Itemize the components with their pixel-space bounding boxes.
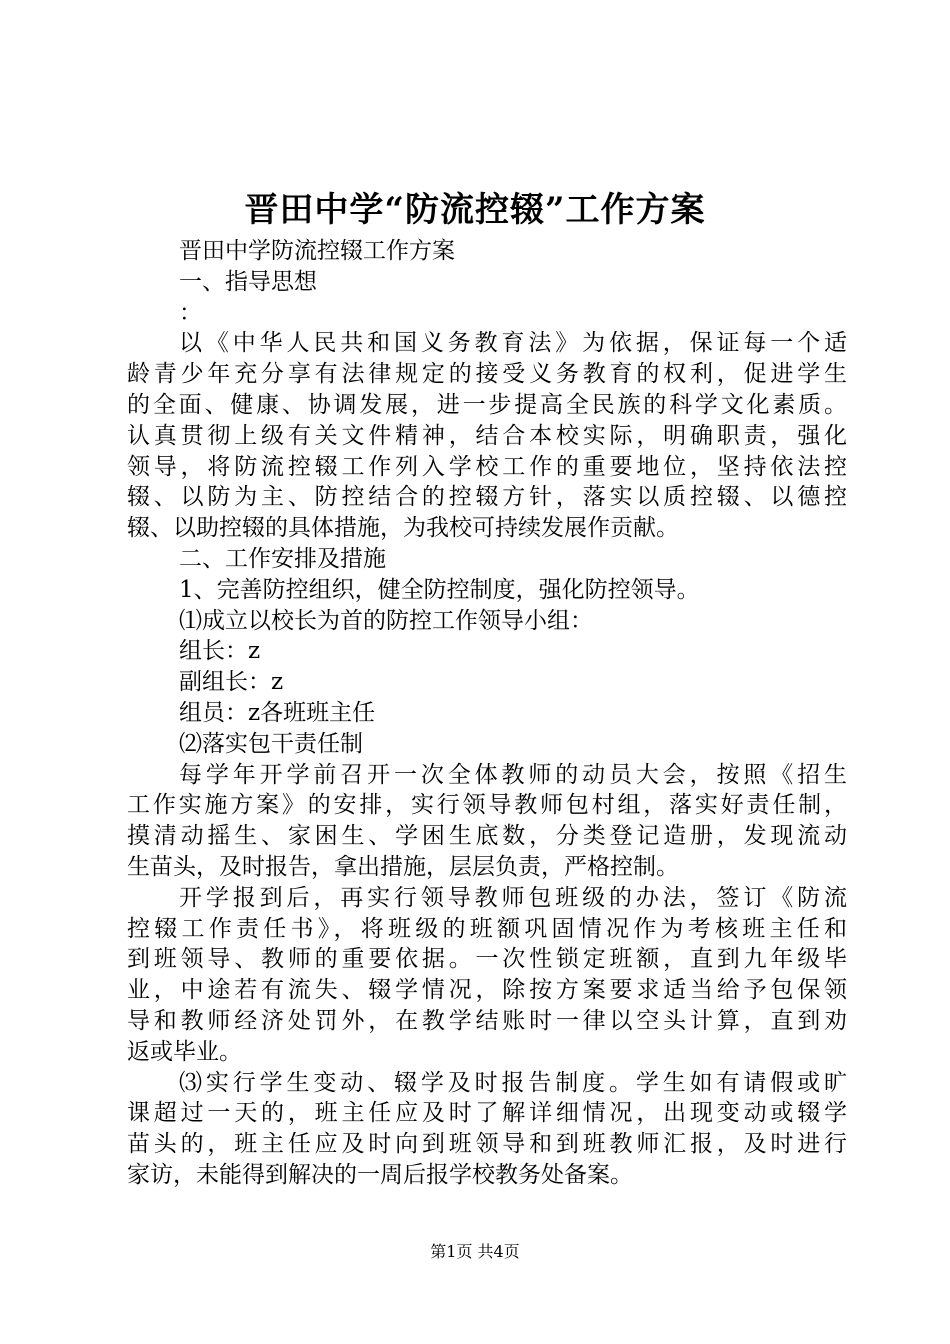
paragraph-line: 辍、以助控辍的具体措施，为我校可持续发展作贡献。 (127, 515, 679, 542)
text-line: 组长：z (179, 638, 261, 665)
paragraph-line: 家访，未能得到解决的一周后报学校教务处备案。 (127, 1161, 633, 1188)
text-line: 晋田中学防流控辍工作方案 (179, 238, 455, 264)
paragraph-line: 摸清动摇生、家困生、学困生底数，分类登记造册，发现流动 (127, 823, 847, 850)
page-footer: 第1页 共4页 (430, 1242, 520, 1261)
paragraph-line: 业，中途若有流失、辍学情况，除按方案要求适当给予包保领 (127, 977, 847, 1004)
paragraph-line: 认真贯彻上级有关文件精神，结合本校实际，明确职责，强化 (127, 422, 847, 449)
paragraph-line: 开学报到后，再实行领导教师包班级的办法，签订《防流 (179, 884, 847, 911)
paragraph-line: 以《中华人民共和国义务教育法》为依据，保证每一个适 (179, 330, 847, 357)
text-line: 副组长：z (179, 669, 284, 696)
paragraph-line: 辍、以防为主、防控结合的控辍方针，落实以质控辍、以德控 (127, 484, 847, 511)
paragraph-line: 课超过一天的，班主任应及时了解详细情况，出现变动或辍学 (127, 1100, 847, 1127)
paragraph-line: 返或毕业。 (127, 1038, 242, 1065)
document-title: 晋田中学“防流控辍”工作方案 (244, 190, 706, 230)
paragraph-line: 龄青少年充分享有法律规定的接受义务教育的权利，促进学生 (127, 361, 847, 388)
section-heading: 二、工作安排及措施 (179, 545, 386, 572)
section-heading: 一、指导思想 (179, 268, 317, 295)
text-line: ⑵落实包干责任制 (179, 730, 363, 757)
paragraph-line: 工作实施方案》的安排，实行领导教师包村组，落实好责任制， (127, 792, 847, 819)
text-line: ： (179, 299, 202, 326)
paragraph-line: 控辍工作责任书》，将班级的班额巩固情况作为考核班主任和 (127, 915, 847, 942)
paragraph-line: ⑶实行学生变动、辍学及时报告制度。学生如有请假或旷 (179, 1069, 847, 1096)
text-line: 组员：z各班班主任 (179, 699, 376, 726)
paragraph-line: 苗头的，班主任应及时向到班领导和到班教师汇报，及时进行 (127, 1131, 847, 1158)
paragraph-line: 到班领导、教师的重要依据。一次性锁定班额，直到九年级毕 (127, 946, 847, 973)
paragraph-line: 的全面、健康、协调发展，进一步提高全民族的科学文化素质。 (127, 391, 847, 418)
document-body (127, 236, 847, 1191)
text-line: 1、完善防控组织，健全防控制度，强化防控领导。 (179, 576, 700, 603)
paragraph-line: 每学年开学前召开一次全体教师的动员大会，按照《招生 (179, 761, 847, 788)
paragraph-line: 导和教师经济处罚外，在教学结账时一律以空头计算，直到劝 (127, 1007, 847, 1034)
paragraph-line: 领导，将防流控辍工作列入学校工作的重要地位，坚持依法控 (127, 453, 847, 480)
paragraph-line: 生苗头，及时报告，拿出措施，层层负责，严格控制。 (127, 853, 679, 880)
text-line: ⑴成立以校长为首的防控工作领导小组： (179, 607, 593, 634)
